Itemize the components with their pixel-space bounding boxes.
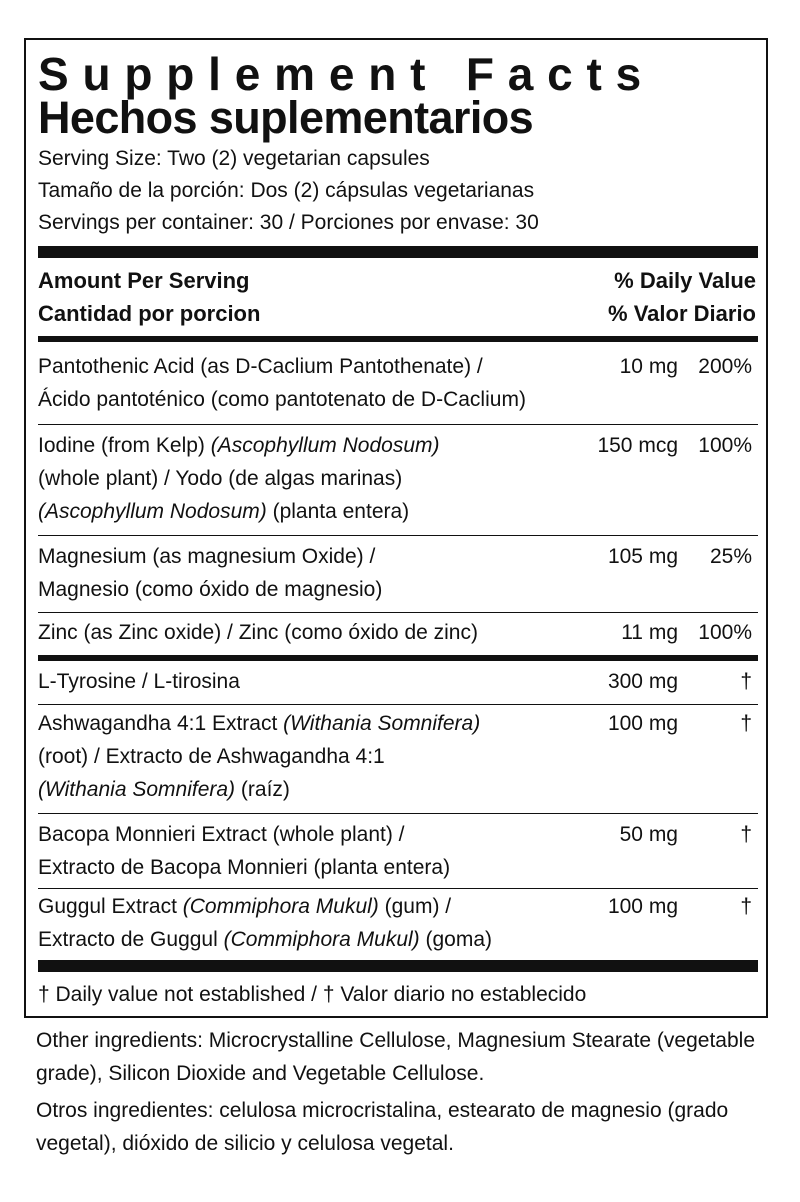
row-divider xyxy=(38,888,758,889)
nutrient-name-es: Ácido pantoténico (como pantotenato de D-Caclium) xyxy=(38,388,526,411)
medium-divider xyxy=(38,655,758,661)
row-divider xyxy=(38,535,758,536)
daily-value-header: % Daily Value xyxy=(614,268,756,293)
nutrient-amount: 300 mg xyxy=(607,670,678,693)
row-divider xyxy=(38,612,758,613)
nutrient-daily-value: † xyxy=(740,670,752,693)
nutrient-amount: 10 mg xyxy=(619,355,678,378)
nutrient-name-es: Extracto de Guggul (Commiphora Mukul) (goma) xyxy=(38,928,493,951)
nutrient-name: Magnesium (as magnesium Oxide) / xyxy=(38,545,376,568)
thick-divider-bottom xyxy=(38,960,758,972)
nutrient-amount: 11 mg xyxy=(621,621,678,644)
nutrient-daily-value: 25% xyxy=(709,545,752,568)
nutrient-amount: 100 mg xyxy=(607,895,678,918)
nutrient-amount: 100 mg xyxy=(607,712,678,735)
medium-divider xyxy=(38,336,758,342)
thick-divider-top xyxy=(38,246,758,258)
nutrient-name: Guggul Extract (Commiphora Mukul) (gum) / xyxy=(38,895,452,918)
serving-size-en: Serving Size: Two (2) vegetarian capsules xyxy=(38,147,430,170)
nutrient-amount: 105 mg xyxy=(607,545,678,568)
row-divider xyxy=(38,424,758,425)
nutrient-name-es: (whole plant) / Yodo (de algas marinas) xyxy=(38,467,403,490)
title-english: Supplement Facts xyxy=(38,48,655,100)
nutrient-name: Iodine (from Kelp) (Ascophyllum Nodosum) xyxy=(38,434,440,457)
nutrient-daily-value: 100% xyxy=(698,434,752,457)
cantidad-por-porcion-header: Cantidad por porcion xyxy=(38,301,261,326)
serving-size-es: Tamaño de la porción: Dos (2) cápsulas vegetarianas xyxy=(38,179,535,202)
servings-per-container: Servings per container: 30 / Porciones por envase: 30 xyxy=(38,211,539,234)
nutrient-name-es: Extracto de Bacopa Monnieri (planta entera) xyxy=(38,856,451,879)
amount-per-serving-header: Amount Per Serving xyxy=(38,268,250,293)
nutrient-name: Pantothenic Acid (as D-Caclium Pantothenate) / xyxy=(38,355,483,378)
other-ingredients-es: Otros ingredientes: celulosa microcristalina, estearato de magnesio (grado vegetal), dióxido de silicio y celulosa vegetal. xyxy=(36,1099,729,1155)
nutrient-name: Zinc (as Zinc oxide) / Zinc (como óxido de zinc) xyxy=(38,621,478,644)
nutrient-name-es-cont: (Withania Somnifera) (raíz) xyxy=(38,778,290,801)
nutrient-name: Bacopa Monnieri Extract (whole plant) / xyxy=(38,823,405,846)
row-divider xyxy=(38,813,758,814)
valor-diario-header: % Valor Diario xyxy=(608,301,756,326)
nutrient-name: L-Tyrosine / L-tirosina xyxy=(38,670,240,693)
nutrient-name-es: (root) / Extracto de Ashwagandha 4:1 xyxy=(38,745,385,768)
nutrient-daily-value: 200% xyxy=(698,355,752,378)
nutrient-name-es-cont: (Ascophyllum Nodosum) (planta entera) xyxy=(38,500,410,523)
title-spanish: Hechos suplementarios xyxy=(38,92,534,143)
nutrient-amount: 150 mcg xyxy=(597,434,678,457)
row-divider xyxy=(38,704,758,705)
other-ingredients-en: Other ingredients: Microcrystalline Cellulose, Magnesium Stearate (vegetable grade), Silicon Dioxide and Vegetable Cellulose. xyxy=(36,1029,756,1085)
supplement-facts-panel xyxy=(24,38,768,1018)
nutrient-daily-value: † xyxy=(740,712,752,735)
nutrient-daily-value: † xyxy=(740,823,752,846)
nutrient-name-es: Magnesio (como óxido de magnesio) xyxy=(38,578,383,601)
nutrient-daily-value: 100% xyxy=(698,621,752,644)
nutrient-daily-value: † xyxy=(740,895,752,918)
nutrient-name: Ashwagandha 4:1 Extract (Withania Somnifera) xyxy=(38,712,481,735)
daily-value-footnote: † Daily value not established / † Valor diario no establecido xyxy=(38,983,587,1006)
nutrient-amount: 50 mg xyxy=(619,823,678,846)
